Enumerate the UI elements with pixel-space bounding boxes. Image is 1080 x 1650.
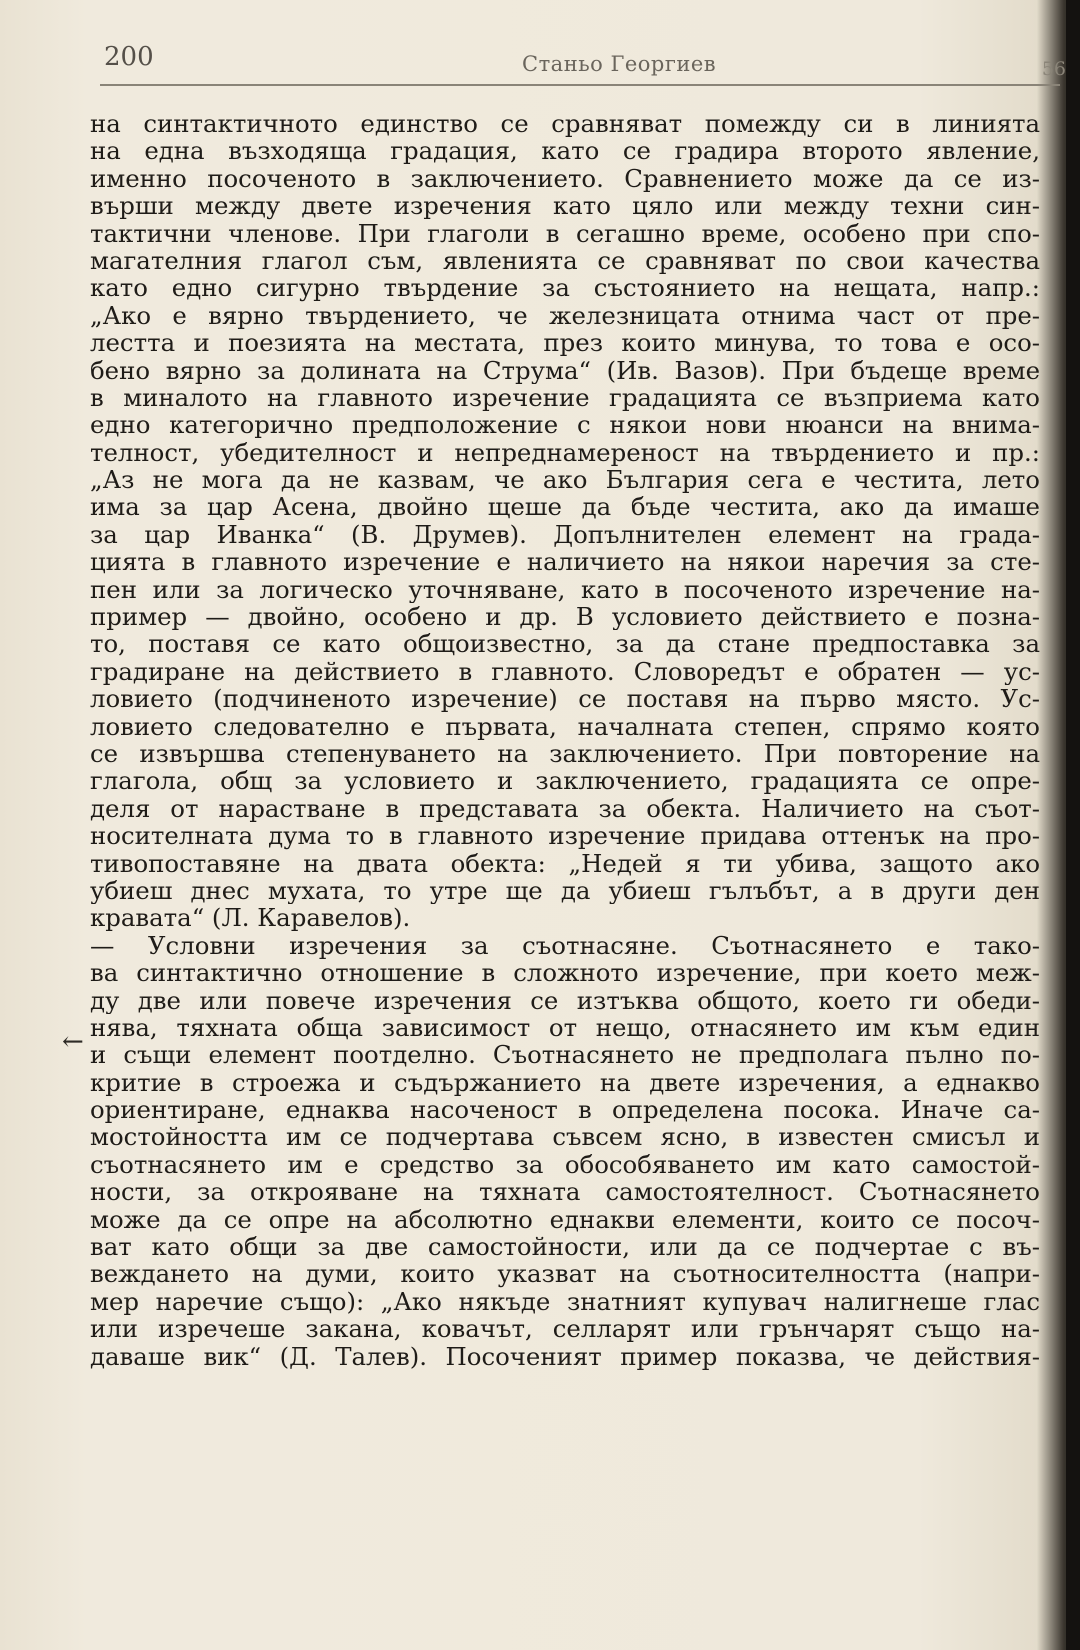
text-line: лестта и поезията на местата, през които минува, то това е осо- bbox=[90, 329, 1040, 357]
text-line: в миналото на главното изречение градацията се възприема като bbox=[90, 383, 1040, 412]
text-line: ду две или повече изречения се изтъква общото, което ги обеди- bbox=[90, 986, 1040, 1014]
text-line: ва синтактично отношение в сложното изречение, при което меж- bbox=[90, 959, 1040, 987]
text-line: пример — двойно, особено и др. В условието действието е позна- bbox=[90, 603, 1040, 631]
text-line: магателния глагол съм, явленията се сравняват по свои качества bbox=[90, 246, 1040, 275]
text-line: ловието (подчиненото изречение) се поставя на първо място. Ус- bbox=[90, 685, 1040, 713]
text-line: тактични членове. При глаголи в сегашно време, особено при спо- bbox=[90, 219, 1040, 247]
text-line: върши между двете изречения като цяло или между техни син- bbox=[90, 192, 1040, 220]
text-line: за цар Иванка“ (В. Друмев). Допълнителен елемент на града- bbox=[90, 520, 1040, 549]
text-line: ловието следователно е първата, началната степен, спрямо която bbox=[90, 712, 1040, 740]
page-header bbox=[100, 40, 1066, 86]
text-line: мостойността им се подчертава съвсем ясно, в известен смисъл и bbox=[90, 1123, 1040, 1151]
text-line: „Ако е вярно твърдението, че железницата отнима част от пре- bbox=[90, 301, 1040, 330]
text-line: бено вярно за долината на Струма“ (Ив. Вазов). При бъдеще време bbox=[90, 356, 1040, 384]
text-line: глагола, общ за условието и заключението, градацията се опре- bbox=[90, 767, 1040, 795]
margin-arrow-mark: ← bbox=[62, 1027, 84, 1057]
text-line: на синтактичното единство се сравняват помежду си в линията bbox=[90, 110, 1040, 138]
running-head: Станьо Георгиев bbox=[522, 52, 717, 76]
book-spine-shadow bbox=[1066, 0, 1080, 1650]
page-number: 200 bbox=[104, 42, 154, 72]
text-line: има за цар Асена, двойно щеше да бъде честита, ако да имаше bbox=[90, 493, 1040, 521]
text-line: като едно сигурно твърдение за състоянието на нещата, напр.: bbox=[90, 274, 1040, 302]
section-heading-line: — Условни изречения за съотнасяне. Съотнасянето е тако- bbox=[90, 931, 1040, 960]
text-line: мер наречие също): „Ако някъде знатният купувач налигнеше глас bbox=[90, 1287, 1040, 1316]
text-line: нява, тяхната обща зависимост от нещо, отнасянето им към един bbox=[90, 1013, 1040, 1042]
text-line: „Аз не мога да не казвам, че ако България сега е честита, лето bbox=[90, 466, 1040, 494]
edge-page-number: 56 bbox=[1041, 58, 1066, 80]
text-line: именно посоченото в заключението. Сравнението може да се из- bbox=[90, 164, 1040, 193]
text-line: тивопоставяне на двата обекта: „Недей я ти убива, защото ако bbox=[90, 849, 1040, 877]
text-line: кравата“ (Л. Каравелов). bbox=[90, 904, 411, 932]
text-line: или изречеше закана, ковачът, селларят или грънчарят също на- bbox=[90, 1315, 1040, 1343]
text-line: носителната дума то в главното изречение придава оттенък на про- bbox=[90, 822, 1040, 850]
text-line: и същи елемент поотделно. Съотнасянето не предполага пълно по- bbox=[90, 1041, 1040, 1069]
text-line: едно категорично предположение с някои нови нюанси на внима- bbox=[90, 411, 1040, 439]
text-line: даваше вик“ (Д. Талев). Посоченият пример показва, че действия- bbox=[90, 1342, 1040, 1370]
text-line: съотнасянето им е средство за обособяването им като самостой- bbox=[90, 1150, 1040, 1179]
text-line: убиеш днес мухата, то утре ще да убиеш гълъбът, а в други ден bbox=[90, 876, 1040, 905]
text-line: ориентиране, еднаква насоченост в определена посока. Иначе са- bbox=[90, 1096, 1040, 1124]
text-line: веждането на думи, които указват на съотносителността (напри- bbox=[90, 1260, 1040, 1288]
text-line: може да се опре на абсолютно еднакви елементи, които се посоч- bbox=[90, 1205, 1040, 1234]
text-line: цията в главното изречение е наличието на някои наречия за сте- bbox=[90, 548, 1040, 576]
body-text bbox=[90, 110, 1040, 1370]
text-line: на една възходяща градация, като се градира второто явление, bbox=[90, 137, 1040, 165]
text-line: ват като общи за две самостойности, или да се подчертае с въ- bbox=[90, 1233, 1040, 1261]
text-line: ности, за открояване на тяхната самостоятелност. Съотнасянето bbox=[90, 1178, 1040, 1206]
text-line: се извършва степенуването на заключението. При повторение на bbox=[90, 739, 1040, 768]
text-line: телност, убедителност и непреднамереност на твърдението и пр.: bbox=[90, 438, 1040, 467]
text-line: пен или за логическо уточняване, като в посоченото изречение на- bbox=[90, 575, 1040, 604]
text-line: критие в строежа и съдържанието на двете изречения, а еднакво bbox=[90, 1068, 1040, 1097]
text-line: то, поставя се като общоизвестно, за да стане предпоставка за bbox=[90, 630, 1040, 658]
text-line: деля от нарастване в представата за обекта. Наличието на съот- bbox=[90, 794, 1040, 823]
text-line: градиране на действието в главното. Словоредът е обратен — ус- bbox=[90, 657, 1040, 686]
